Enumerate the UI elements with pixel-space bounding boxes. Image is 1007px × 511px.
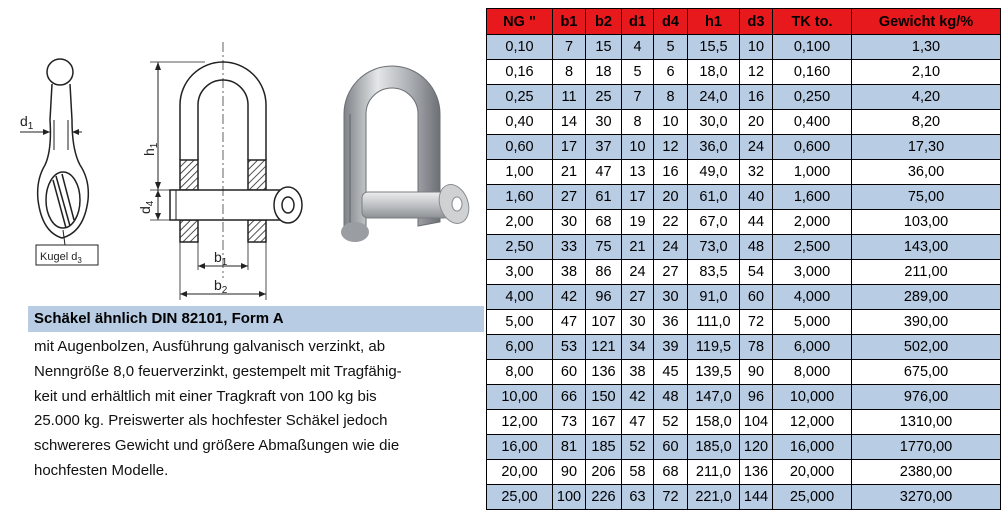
- table-cell: 10,000: [773, 385, 852, 410]
- table-cell: 136: [740, 460, 773, 485]
- table-cell: 120: [740, 435, 773, 460]
- label-b2-sub: 2: [221, 285, 228, 296]
- table-cell: 4,00: [487, 285, 553, 310]
- table-cell: 10,00: [487, 385, 553, 410]
- table-cell: 53: [553, 335, 586, 360]
- table-body: [487, 35, 1001, 510]
- table-cell: 61: [586, 185, 622, 210]
- header-h1: h1: [688, 9, 740, 35]
- table-cell: 91,0: [688, 285, 740, 310]
- table-cell: 0,600: [773, 135, 852, 160]
- table-cell: 111,0: [688, 310, 740, 335]
- table-cell: 36,0: [688, 135, 740, 160]
- table-cell: 44: [740, 210, 773, 235]
- table-cell: 10: [622, 135, 654, 160]
- label-b1-sub: 1: [221, 257, 228, 268]
- svg-text:d4: [137, 200, 156, 214]
- table-cell: 24,0: [688, 85, 740, 110]
- table-cell: 66: [553, 385, 586, 410]
- table-cell: 25: [586, 85, 622, 110]
- svg-text:d1: [20, 113, 34, 132]
- table-cell: 47: [586, 160, 622, 185]
- shackle-product-image: [322, 54, 492, 254]
- table-cell: 63: [622, 485, 654, 510]
- table-cell: 211,00: [852, 260, 1001, 285]
- table-cell: 143,00: [852, 235, 1001, 260]
- table-cell: 48: [740, 235, 773, 260]
- table-cell: 1,30: [852, 35, 1001, 60]
- table-cell: 90: [553, 460, 586, 485]
- svg-text:Kugel d3: [40, 251, 82, 265]
- table-cell: 5: [654, 35, 688, 60]
- table-cell: 4,20: [852, 85, 1001, 110]
- table-cell: 20,000: [773, 460, 852, 485]
- table-cell: 107: [586, 310, 622, 335]
- table-cell: 1,60: [487, 185, 553, 210]
- label-kugel: Kugel d: [40, 251, 78, 263]
- table-cell: 8: [553, 60, 586, 85]
- table-cell: 185: [586, 435, 622, 460]
- table-cell: 45: [654, 360, 688, 385]
- table-cell: 19: [622, 210, 654, 235]
- table-row: [487, 235, 1001, 260]
- table-cell: 12,000: [773, 410, 852, 435]
- table-cell: 36: [654, 310, 688, 335]
- table-cell: 136: [586, 360, 622, 385]
- table-cell: 60: [654, 435, 688, 460]
- table-cell: 119,5: [688, 335, 740, 360]
- table-cell: 16: [740, 85, 773, 110]
- table-cell: 30: [654, 285, 688, 310]
- table-cell: 61,0: [688, 185, 740, 210]
- table-cell: 2,500: [773, 235, 852, 260]
- table-cell: 15,5: [688, 35, 740, 60]
- table-row: [487, 310, 1001, 335]
- table-cell: 47: [622, 410, 654, 435]
- table-cell: 60: [553, 360, 586, 385]
- table-row: [487, 35, 1001, 60]
- table-cell: 27: [553, 185, 586, 210]
- table-cell: 2,000: [773, 210, 852, 235]
- label-h1-sub: 1: [149, 142, 160, 149]
- table-cell: 4: [622, 35, 654, 60]
- table-row: [487, 160, 1001, 185]
- table-row: [487, 460, 1001, 485]
- table-cell: 40: [740, 185, 773, 210]
- table-cell: 1,00: [487, 160, 553, 185]
- table-cell: 90: [740, 360, 773, 385]
- table-cell: 21: [622, 235, 654, 260]
- table-cell: 139,5: [688, 360, 740, 385]
- table-cell: 0,10: [487, 35, 553, 60]
- product-title: Schäkel ähnlich DIN 82101, Form A: [28, 306, 484, 332]
- header-gewicht: Gewicht kg/%: [852, 9, 1001, 35]
- table-cell: 0,60: [487, 135, 553, 160]
- table-cell: 12,00: [487, 410, 553, 435]
- table-cell: 8,00: [487, 360, 553, 385]
- table-cell: 37: [586, 135, 622, 160]
- table-cell: 17: [622, 185, 654, 210]
- table-cell: 0,16: [487, 60, 553, 85]
- header-ng: NG ": [487, 9, 553, 35]
- table-cell: 17: [553, 135, 586, 160]
- table-cell: 27: [654, 260, 688, 285]
- table-row: [487, 60, 1001, 85]
- header-d3: d3: [740, 9, 773, 35]
- table-cell: 10: [740, 35, 773, 60]
- table-cell: 8,20: [852, 110, 1001, 135]
- table-cell: 68: [586, 210, 622, 235]
- label-d4: d: [137, 206, 153, 214]
- table-cell: 6,00: [487, 335, 553, 360]
- table-cell: 21: [553, 160, 586, 185]
- table-cell: 8: [654, 85, 688, 110]
- table-row: [487, 110, 1001, 135]
- table-cell: 20: [740, 110, 773, 135]
- table-cell: 72: [654, 485, 688, 510]
- table-cell: 158,0: [688, 410, 740, 435]
- table-cell: 33: [553, 235, 586, 260]
- side-view: [20, 59, 98, 265]
- table-cell: 49,0: [688, 160, 740, 185]
- table-cell: 675,00: [852, 360, 1001, 385]
- header-d1: d1: [622, 9, 654, 35]
- table-cell: 38: [553, 260, 586, 285]
- table-cell: 30: [586, 110, 622, 135]
- table-cell: 104: [740, 410, 773, 435]
- table-cell: 144: [740, 485, 773, 510]
- product-description: [34, 335, 480, 484]
- table-cell: 42: [553, 285, 586, 310]
- table-cell: 0,160: [773, 60, 852, 85]
- table-cell: 100: [553, 485, 586, 510]
- table-row: [487, 410, 1001, 435]
- table-cell: 2,10: [852, 60, 1001, 85]
- table-cell: 68: [654, 460, 688, 485]
- table-cell: 11: [553, 85, 586, 110]
- table-cell: 67,0: [688, 210, 740, 235]
- table-cell: 22: [654, 210, 688, 235]
- table-cell: 7: [622, 85, 654, 110]
- table-cell: 42: [622, 385, 654, 410]
- table-cell: 10: [654, 110, 688, 135]
- table-cell: 60: [740, 285, 773, 310]
- table-cell: 211,0: [688, 460, 740, 485]
- label-b1: b: [214, 249, 222, 265]
- table-cell: 502,00: [852, 335, 1001, 360]
- label-b2: b: [214, 277, 222, 293]
- table-row: [487, 260, 1001, 285]
- table-cell: 0,40: [487, 110, 553, 135]
- table-row: [487, 385, 1001, 410]
- table-cell: 58: [622, 460, 654, 485]
- table-cell: 390,00: [852, 310, 1001, 335]
- table-cell: 185,0: [688, 435, 740, 460]
- table-cell: 226: [586, 485, 622, 510]
- table-cell: 36,00: [852, 160, 1001, 185]
- table-cell: 6,000: [773, 335, 852, 360]
- table-cell: 7: [553, 35, 586, 60]
- label-kugel-sub: 3: [77, 256, 82, 265]
- table-cell: 78: [740, 335, 773, 360]
- table-cell: 24: [740, 135, 773, 160]
- table-cell: 72: [740, 310, 773, 335]
- table-cell: 5,00: [487, 310, 553, 335]
- description-line: Nenngröße 8,0 feuerverzinkt, gestempelt mit Tragfähig-: [34, 362, 402, 380]
- description-line: mit Augenbolzen, Ausführung galvanisch verzinkt, ab: [34, 338, 386, 355]
- table-cell: 54: [740, 260, 773, 285]
- table-cell: 18: [586, 60, 622, 85]
- table-cell: 12: [740, 60, 773, 85]
- table-cell: 30,0: [688, 110, 740, 135]
- table-cell: 6: [654, 60, 688, 85]
- header-b2: b2: [586, 9, 622, 35]
- label-d1-sub: 1: [27, 121, 34, 132]
- table-cell: 30: [553, 210, 586, 235]
- table-cell: 20: [654, 185, 688, 210]
- table-row: [487, 185, 1001, 210]
- table-cell: 83,5: [688, 260, 740, 285]
- table-cell: 1,600: [773, 185, 852, 210]
- table-cell: 75,00: [852, 185, 1001, 210]
- table-cell: 4,000: [773, 285, 852, 310]
- description-line: schwereres Gewicht und größere Abmaßungen wie die: [34, 437, 400, 455]
- header-b1: b1: [553, 9, 586, 35]
- table-cell: 16,000: [773, 435, 852, 460]
- table-cell: 86: [586, 260, 622, 285]
- table-cell: 15: [586, 35, 622, 60]
- table-cell: 16,00: [487, 435, 553, 460]
- table-cell: 12: [654, 135, 688, 160]
- table-cell: 52: [654, 410, 688, 435]
- table-cell: 147,0: [688, 385, 740, 410]
- table-row: [487, 85, 1001, 110]
- table-cell: 14: [553, 110, 586, 135]
- table-cell: 103,00: [852, 210, 1001, 235]
- table-cell: 121: [586, 335, 622, 360]
- svg-text:b2: [214, 277, 228, 296]
- table-cell: 3,00: [487, 260, 553, 285]
- table-cell: 13: [622, 160, 654, 185]
- table-cell: 0,250: [773, 85, 852, 110]
- header-d4: d4: [654, 9, 688, 35]
- table-cell: 0,100: [773, 35, 852, 60]
- table-cell: 39: [654, 335, 688, 360]
- table-cell: 96: [586, 285, 622, 310]
- table-cell: 206: [586, 460, 622, 485]
- table-cell: 976,00: [852, 385, 1001, 410]
- table-cell: 48: [654, 385, 688, 410]
- table-cell: 24: [622, 260, 654, 285]
- table-cell: 25,000: [773, 485, 852, 510]
- table-cell: 167: [586, 410, 622, 435]
- svg-text:b1: [214, 249, 228, 268]
- table-cell: 2380,00: [852, 460, 1001, 485]
- table-cell: 16: [654, 160, 688, 185]
- table-header-row: [487, 9, 1001, 35]
- label-h1: h: [141, 148, 157, 156]
- table-cell: 8: [622, 110, 654, 135]
- table-cell: 5: [622, 60, 654, 85]
- table-cell: 3,000: [773, 260, 852, 285]
- table-cell: 17,30: [852, 135, 1001, 160]
- label-d4-sub: 4: [145, 200, 156, 207]
- table-row: [487, 285, 1001, 310]
- table-cell: 30: [622, 310, 654, 335]
- header-tk: TK to.: [773, 9, 852, 35]
- svg-text:h1: [141, 142, 160, 156]
- table-cell: 73: [553, 410, 586, 435]
- table-cell: 75: [586, 235, 622, 260]
- specifications-table: [486, 8, 1001, 510]
- table-cell: 96: [740, 385, 773, 410]
- table-row: [487, 435, 1001, 460]
- table-row: [487, 335, 1001, 360]
- table-cell: 1770,00: [852, 435, 1001, 460]
- table-cell: 18,0: [688, 60, 740, 85]
- table-cell: 27: [622, 285, 654, 310]
- table-cell: 81: [553, 435, 586, 460]
- table-cell: 221,0: [688, 485, 740, 510]
- table-cell: 150: [586, 385, 622, 410]
- table-cell: 289,00: [852, 285, 1001, 310]
- table-cell: 0,25: [487, 85, 553, 110]
- table-cell: 2,50: [487, 235, 553, 260]
- table-cell: 24: [654, 235, 688, 260]
- table-cell: 25,00: [487, 485, 553, 510]
- table-cell: 73,0: [688, 235, 740, 260]
- table-cell: 32: [740, 160, 773, 185]
- table-cell: 1310,00: [852, 410, 1001, 435]
- description-line: hochfesten Modelle.: [34, 461, 169, 479]
- table-cell: 3270,00: [852, 485, 1001, 510]
- table-cell: 52: [622, 435, 654, 460]
- label-d1: d: [20, 113, 28, 129]
- table-cell: 1,000: [773, 160, 852, 185]
- table-row: [487, 135, 1001, 160]
- table-cell: 5,000: [773, 310, 852, 335]
- table-cell: 2,00: [487, 210, 553, 235]
- table-row: [487, 485, 1001, 510]
- table-cell: 47: [553, 310, 586, 335]
- table-cell: 38: [622, 360, 654, 385]
- description-line: 25.000 kg. Preiswerter als hochfester Schäkel jedoch: [34, 412, 388, 430]
- table-cell: 34: [622, 335, 654, 360]
- table-row: [487, 360, 1001, 385]
- table-cell: 8,000: [773, 360, 852, 385]
- table-row: [487, 210, 1001, 235]
- description-line: keit und erhältlich mit einer Tragkraft von 100 kg bis: [34, 387, 377, 405]
- table-cell: 20,00: [487, 460, 553, 485]
- table-cell: 0,400: [773, 110, 852, 135]
